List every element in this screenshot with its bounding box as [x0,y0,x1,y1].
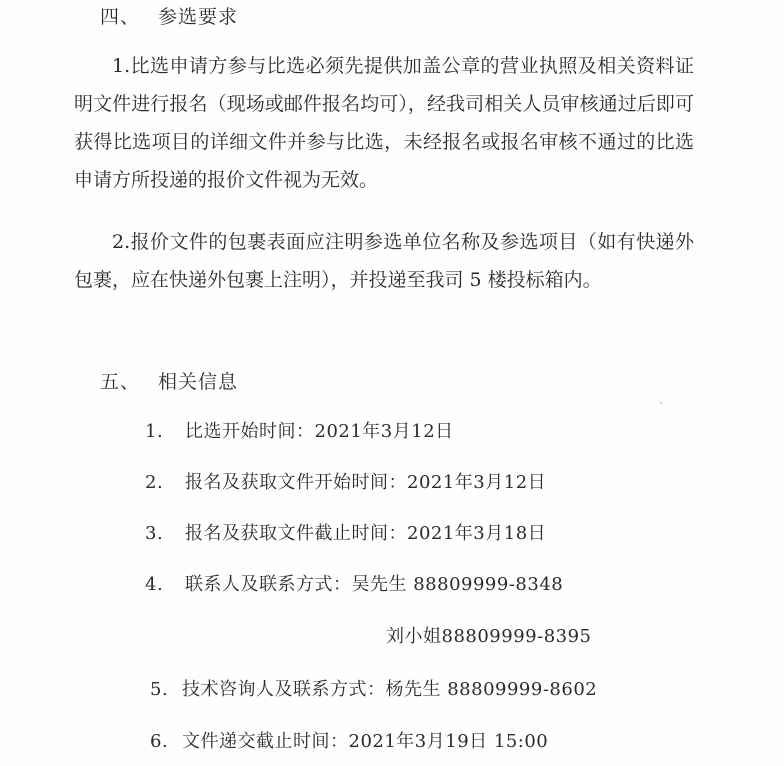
section-5-number: 五、 [100,371,141,393]
info-item-number: 1. [145,421,164,442]
info-item [145,570,563,596]
info-item [150,727,548,753]
section-4-paragraph-2 [74,223,694,299]
info-item-number: 3. [145,523,164,544]
info-item-continuation [386,622,592,648]
info-item-text: 文件递交截止时间：2021年3月19日 15:00 [182,731,549,752]
section-5-heading [100,367,238,394]
paragraph-1-text: 1.比选申请方参与比选必须先提供加盖公章的营业执照及相关资料证明文件进行报名（现场或邮件报名均可），经我司相关人员审核通过后即可获得比选项目的详细文件并参与比选，未经报名或报名审核不通过的比选申请方所投递的报价文件视为无效。 [74,55,694,191]
info-item [145,519,546,545]
info-item-text: 技术咨询人及联系方式：杨先生 88809999-8602 [182,679,598,700]
section-4-number: 四、 [100,6,141,28]
section-4-title: 参选要求 [158,6,239,28]
info-item-number: 5. [150,679,169,700]
info-item-number: 6. [150,731,169,752]
info-item-text: 报名及获取文件开始时间：2021年3月12日 [185,472,547,493]
info-item [145,468,546,494]
section-4-heading [100,2,238,29]
info-item-text: 报名及获取文件截止时间：2021年3月18日 [185,523,547,544]
info-item-text: 比选开始时间：2021年3月12日 [185,421,454,442]
scan-speck [660,402,662,404]
info-item-text: 联系人及联系方式：吴先生 88809999-8348 [185,574,564,595]
info-item [145,417,454,443]
info-item-number: 4. [145,574,164,595]
info-item [150,675,597,701]
info-item-number: 2. [145,472,164,493]
info-item-text: 刘小姐88809999-8395 [386,626,592,647]
paragraph-2-text: 2.报价文件的包裹表面应注明参选单位名称及参选项目（如有快递外包裹，应在快递外包裹上注明），并投递至我司 5 楼投标箱内。 [74,231,694,291]
section-5-title: 相关信息 [158,371,239,393]
section-4-paragraph-1 [74,47,694,199]
